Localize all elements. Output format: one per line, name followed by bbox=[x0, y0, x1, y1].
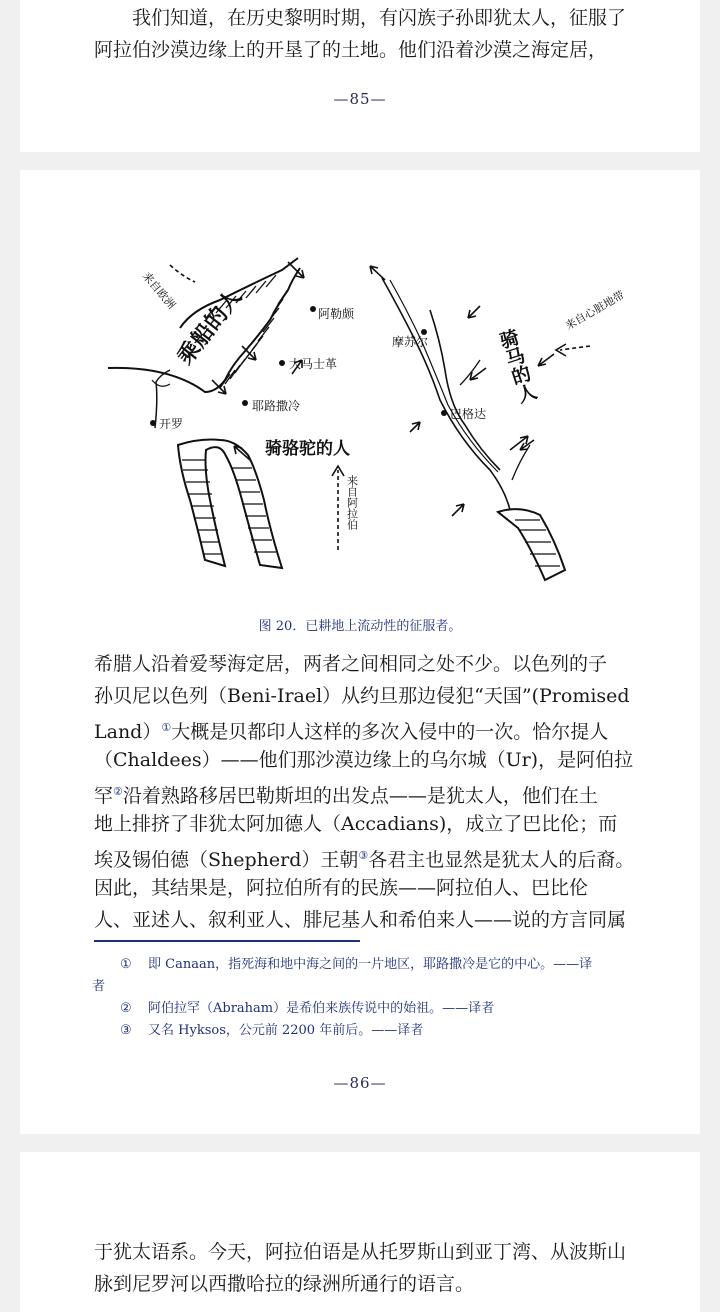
page-86 bbox=[20, 170, 700, 1134]
label-cairo: 开罗 bbox=[159, 417, 184, 431]
footnote-divider bbox=[94, 940, 360, 942]
label-from-europe: 来自欧洲 bbox=[139, 269, 178, 312]
damascus-dot bbox=[279, 360, 285, 366]
footnote-text: 又名 Hyksos，公元前 2200 年前后。——译者 bbox=[148, 1023, 424, 1038]
footnotes bbox=[94, 954, 682, 1042]
footnote-3 bbox=[94, 1020, 682, 1042]
footnote-text: 阿伯拉罕（Abraham）是希伯来族传说中的始祖。——译者 bbox=[148, 1001, 495, 1016]
text-line: 阿拉伯沙漠边缘上的开垦了的土地。他们沿着沙漠之海定居， bbox=[94, 39, 608, 61]
nile-delta bbox=[152, 380, 170, 386]
label-camel-riders: 骑骆驼的人 bbox=[265, 439, 350, 459]
text-line: 脉到尼罗河以西撒哈拉的绿洲所通行的语言。 bbox=[94, 1273, 475, 1295]
text-line: 人、亚述人、叙利亚人、腓尼基人和希伯来人——说的方言同属 bbox=[94, 909, 627, 931]
movement-arrows bbox=[212, 262, 554, 516]
text-line: （Chaldees）——他们那沙漠边缘上的乌尔城（Ur)，是阿伯拉 bbox=[94, 749, 634, 771]
dashed-arrow-europe bbox=[170, 265, 195, 282]
label-damascus: 大马士革 bbox=[289, 357, 338, 371]
page-number: —86— bbox=[333, 1074, 387, 1092]
text-line bbox=[94, 712, 682, 744]
euphrates-2 bbox=[390, 280, 498, 472]
label-mosul: 摩苏尔 bbox=[392, 335, 429, 349]
page-number: —85— bbox=[333, 90, 387, 108]
label-horse-riders: 骑马的人 bbox=[494, 326, 539, 406]
paragraph bbox=[20, 648, 700, 936]
figure-caption: 图 20．已耕地上流动性的征服者。 bbox=[258, 619, 462, 634]
footnote-1 bbox=[94, 954, 682, 976]
text-line: 地上排挤了非犹太阿加德人（Accadians)，成立了巴比伦；而 bbox=[94, 813, 618, 835]
paragraph bbox=[20, 2, 700, 66]
text-line bbox=[94, 776, 682, 808]
label-by-ship: 乘船的人 bbox=[173, 284, 247, 370]
jerusalem-dot bbox=[242, 400, 248, 406]
text-fragment: 大概是贝都印人这样的多次入侵中的一次。恰尔提人 bbox=[171, 721, 609, 743]
text-line: 因此，其结果是，阿拉伯所有的民族——阿拉伯人、巴比伦 bbox=[94, 877, 589, 899]
footnote-marker[interactable]: ② bbox=[113, 785, 123, 798]
tigris bbox=[430, 310, 500, 470]
footnote-number: ③ bbox=[120, 1023, 132, 1038]
label-baghdad: 巴格达 bbox=[450, 407, 487, 421]
label-from-arabia: 来自阿拉伯 bbox=[345, 475, 359, 530]
footnote-1-continuation: 者 bbox=[92, 979, 106, 994]
page-87 bbox=[20, 1152, 700, 1312]
footnote-2 bbox=[94, 998, 682, 1020]
footnote-marker[interactable]: ① bbox=[161, 721, 172, 734]
text-fragment: Land） bbox=[94, 721, 162, 743]
label-jerusalem: 耶路撒冷 bbox=[252, 399, 301, 413]
text-line: 于犹太语系。今天，阿拉伯语是从托罗斯山到亚丁湾、从波斯山 bbox=[94, 1241, 627, 1263]
label-from-heartland: 来自心脏地带 bbox=[563, 288, 627, 333]
aleppo-dot bbox=[310, 306, 316, 312]
text-line bbox=[94, 840, 682, 872]
red-sea-hatching bbox=[182, 460, 276, 554]
footnote-text: 即 Canaan，指死海和地中海之间的一片地区，耶路撒冷是它的中心。——译 bbox=[148, 957, 593, 972]
cairo-dot bbox=[150, 420, 156, 426]
conquerors-map bbox=[20, 170, 700, 600]
text-fragment: 罕 bbox=[94, 785, 114, 807]
euphrates bbox=[382, 278, 510, 510]
paragraph bbox=[20, 1236, 700, 1300]
asia-minor-coast bbox=[180, 258, 298, 328]
text-fragment: 埃及锡伯德（Shepherd）王朝 bbox=[94, 849, 359, 871]
dashed-arrow-heartland bbox=[560, 346, 590, 350]
text-fragment: 各君主也显然是犹太人的后裔。 bbox=[368, 849, 635, 871]
tributary bbox=[460, 360, 480, 385]
page-85 bbox=[20, 0, 700, 152]
text-line: 孙贝尼以色列（Beni-Irael）从约旦那边侵犯“天国”(Promised bbox=[94, 685, 630, 707]
footnote-marker[interactable]: ③ bbox=[358, 849, 369, 862]
text-fragment: 沿着熟路移居巴勒斯坦的出发点——是犹太人，他们在土 bbox=[122, 785, 598, 807]
label-aleppo: 阿勒颇 bbox=[318, 307, 355, 321]
baghdad-dot bbox=[441, 410, 447, 416]
footnote-number: ① bbox=[120, 957, 132, 972]
gulf-hatching bbox=[515, 520, 560, 566]
footnote-number: ② bbox=[120, 1001, 132, 1016]
text-line: 我们知道，在历史黎明时期，有闪族子孙即犹太人，征服了 bbox=[132, 7, 627, 29]
text-line: 希腊人沿着爱琴海定居，两者之间相同之处不少。以色列的子 bbox=[94, 653, 608, 675]
